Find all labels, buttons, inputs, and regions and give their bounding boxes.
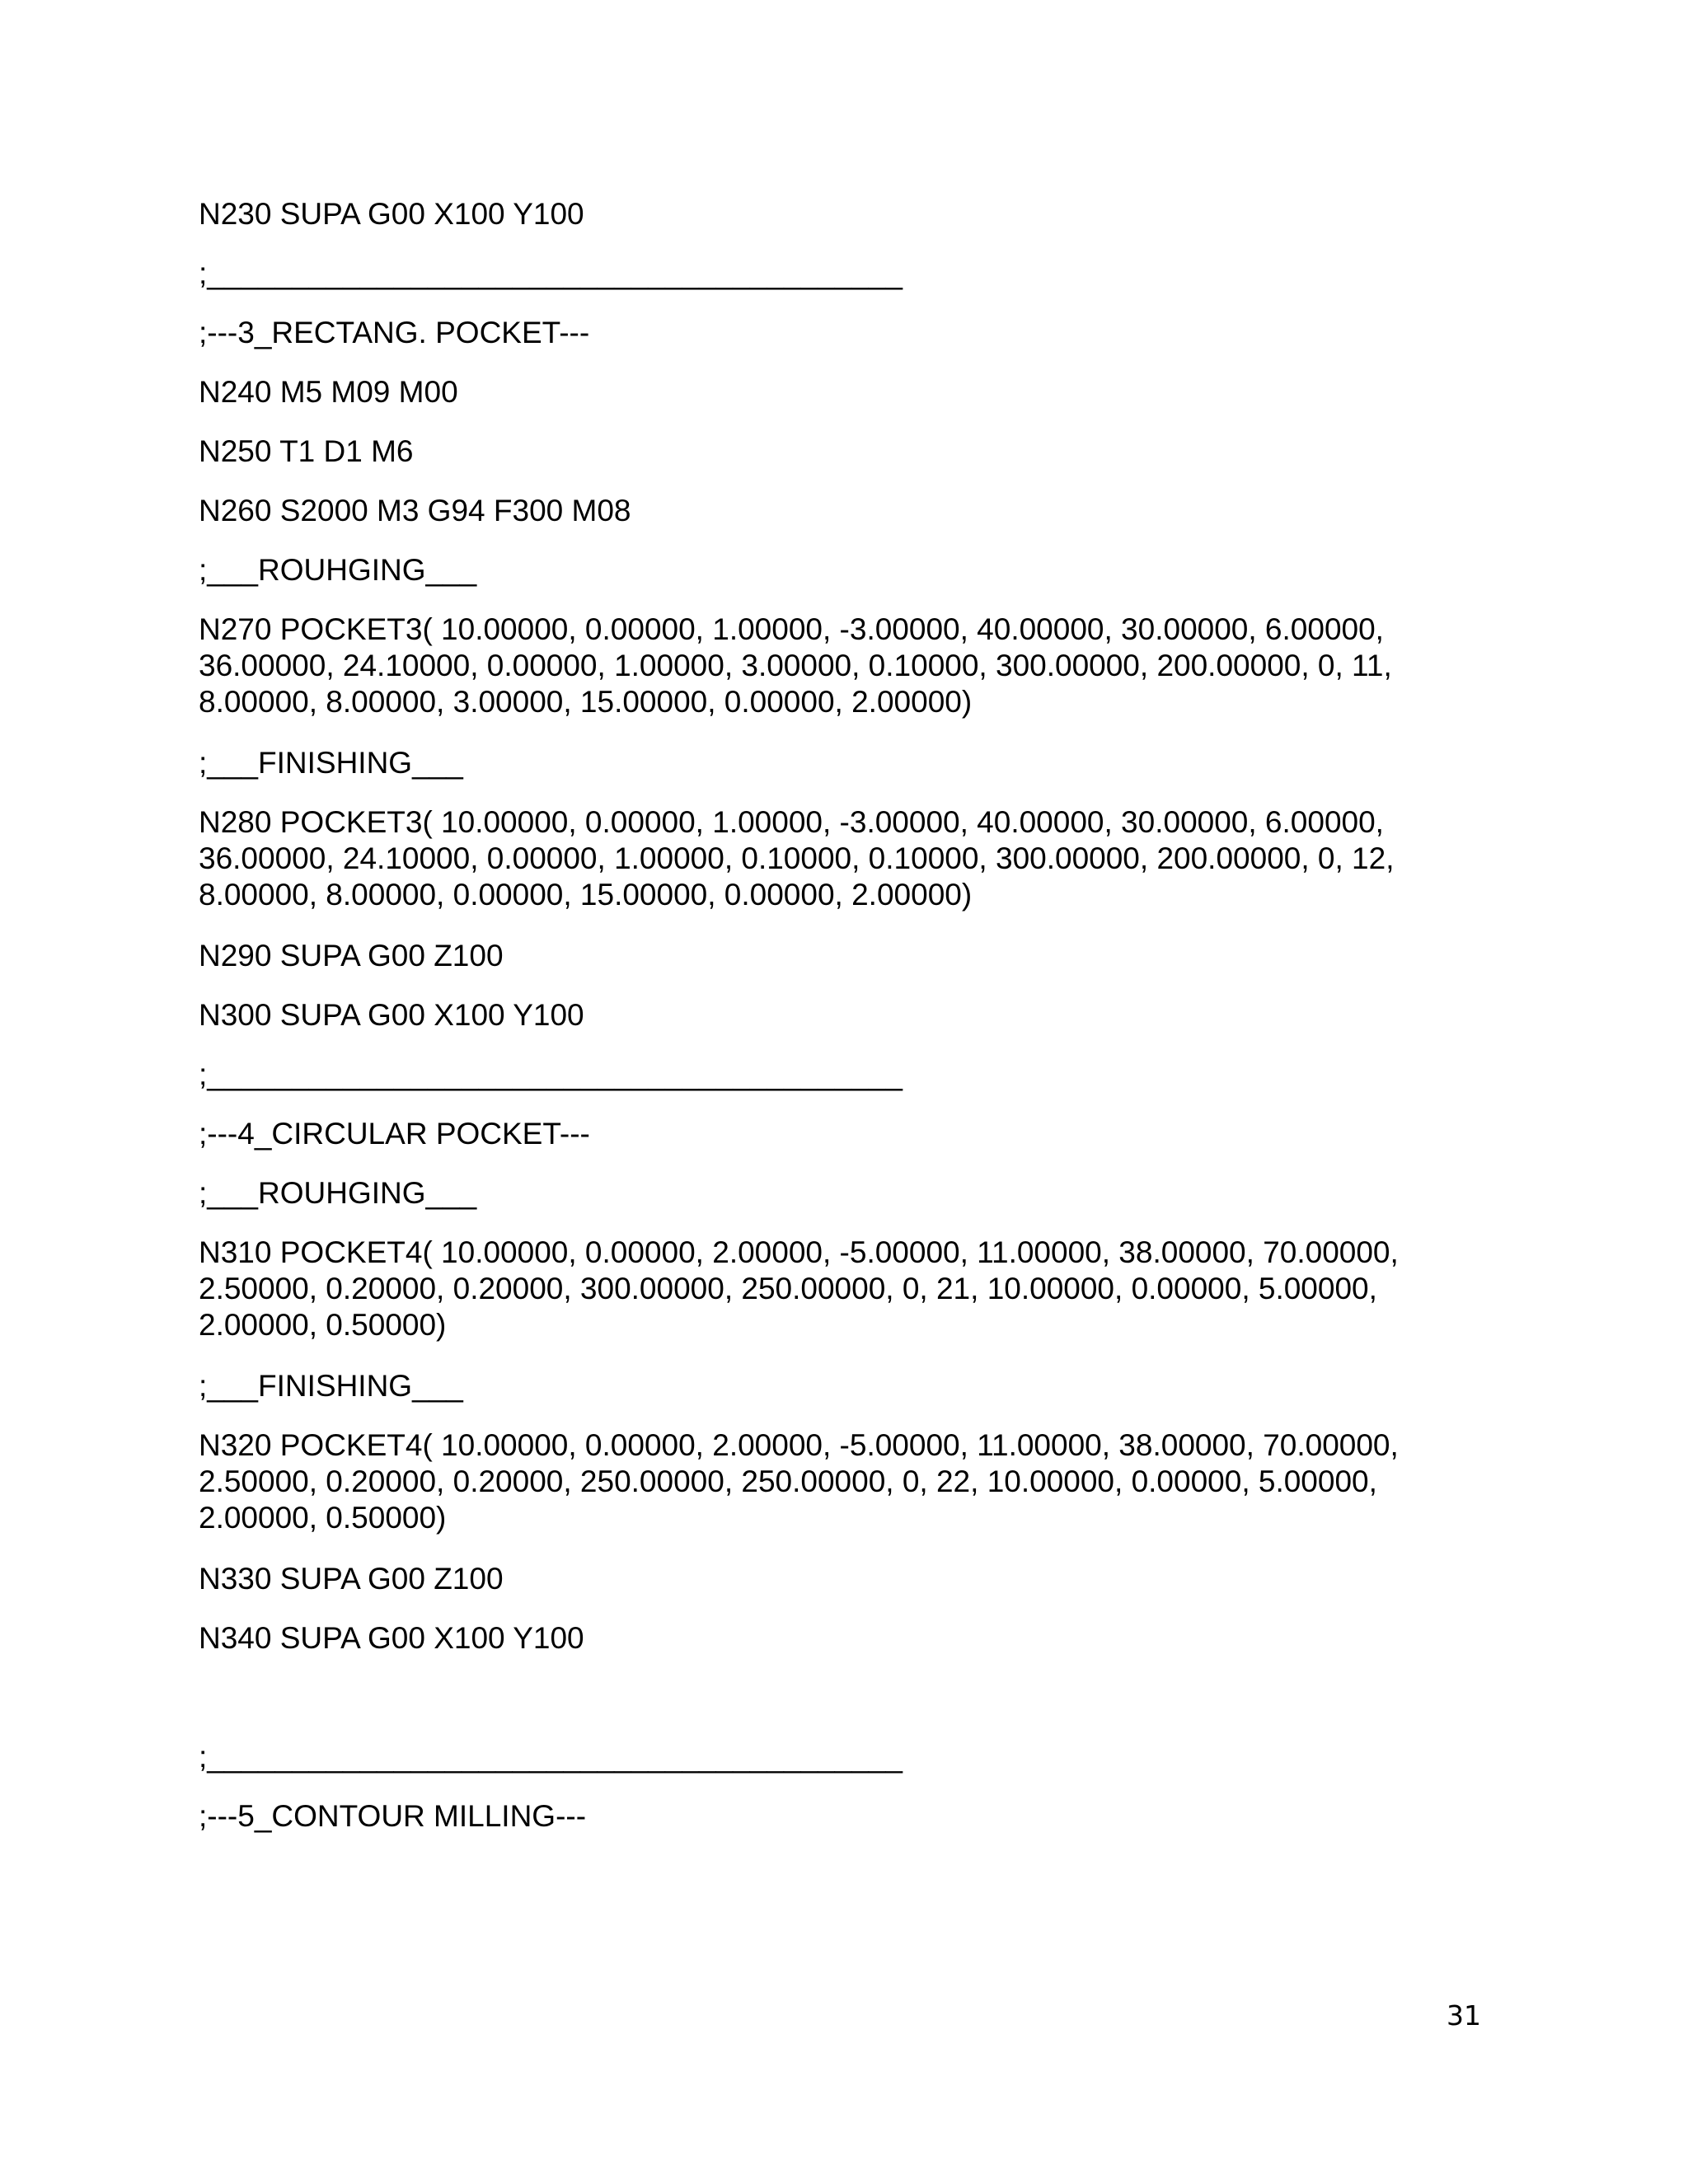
comment-roughing: ;___ROUHGING___ bbox=[199, 553, 477, 587]
code-line-n260: N260 S2000 M3 G94 F300 M08 bbox=[199, 494, 631, 527]
comment-finishing: ;___FINISHING___ bbox=[199, 746, 463, 780]
separator-line: ;_________________________________________ bbox=[199, 256, 903, 290]
section-heading-rectang-pocket: ;---3_RECTANG. POCKET--- bbox=[199, 316, 590, 349]
separator-line: ;_________________________________________ bbox=[199, 1057, 903, 1091]
page-number: 31 bbox=[1447, 1999, 1481, 2032]
code-line-n290: N290 SUPA G00 Z100 bbox=[199, 939, 504, 972]
code-line-n280: N280 POCKET3( 10.00000, 0.00000, 1.00000, -3.00000, 40.00000, 30.00000, 6.00000, 36.00000, 24.10000, 0.00000, 1.00000, 0.10000, 0.10000, 300.00000, 200.00000, 0, 12, 8.00000, 8.00000, 0.00000, 15.00000, 0.00000, 2.00000) bbox=[199, 805, 1395, 912]
code-line-n300: N300 SUPA G00 X100 Y100 bbox=[199, 998, 584, 1032]
code-line-n240: N240 M5 M09 M00 bbox=[199, 375, 458, 409]
code-line-n330: N330 SUPA G00 Z100 bbox=[199, 1562, 504, 1596]
comment-finishing: ;___FINISHING___ bbox=[199, 1369, 463, 1403]
section-heading-contour-milling: ;---5_CONTOUR MILLING--- bbox=[199, 1799, 587, 1833]
code-line-n230: N230 SUPA G00 X100 Y100 bbox=[199, 197, 584, 231]
code-line-n270: N270 POCKET3( 10.00000, 0.00000, 1.00000, -3.00000, 40.00000, 30.00000, 6.00000, 36.00000, 24.10000, 0.00000, 1.00000, 3.00000, 0.10000, 300.00000, 200.00000, 0, 11, 8.00000, 8.00000, 3.00000, 15.00000, 0.00000, 2.00000) bbox=[199, 612, 1392, 719]
section-heading-circular-pocket: ;---4_CIRCULAR POCKET--- bbox=[199, 1117, 590, 1151]
code-line-n250: N250 T1 D1 M6 bbox=[199, 434, 414, 468]
code-line-n310: N310 POCKET4( 10.00000, 0.00000, 2.00000, -5.00000, 11.00000, 38.00000, 70.00000, 2.50000, 0.20000, 0.20000, 300.00000, 250.00000, 0, 21, 10.00000, 0.00000, 5.00000, 2.00000, 0.50000) bbox=[199, 1235, 1399, 1342]
comment-roughing: ;___ROUHGING___ bbox=[199, 1176, 477, 1210]
separator-line: ;_________________________________________ bbox=[199, 1740, 903, 1774]
code-line-n340: N340 SUPA G00 X100 Y100 bbox=[199, 1621, 584, 1655]
code-line-n320: N320 POCKET4( 10.00000, 0.00000, 2.00000, -5.00000, 11.00000, 38.00000, 70.00000, 2.50000, 0.20000, 0.20000, 250.00000, 250.00000, 0, 22, 10.00000, 0.00000, 5.00000, 2.00000, 0.50000) bbox=[199, 1428, 1399, 1535]
